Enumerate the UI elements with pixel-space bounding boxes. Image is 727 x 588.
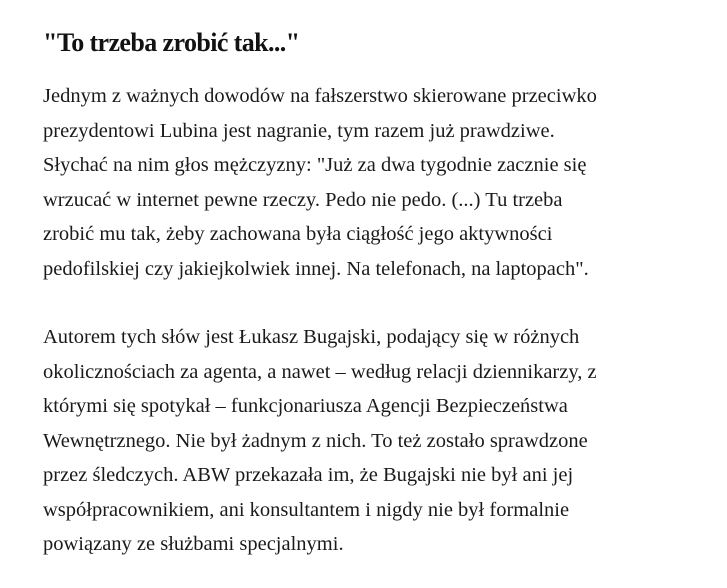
- paragraph-line: prezydentowi Lubina jest nagranie, tym razem już prawdziwe.: [43, 119, 555, 142]
- paragraph-line: Wewnętrznego. Nie był żadnym z nich. To też zostało sprawdzone: [43, 429, 588, 452]
- article-body: [43, 26, 703, 562]
- paragraph-line: powiązany ze służbami specjalnymi.: [43, 533, 344, 555]
- paragraph-line: pedofilskiej czy jakiejkolwiek innej. Na telefonach, na laptopach".: [43, 257, 589, 280]
- paragraph-line: przez śledczych. ABW przekazała im, że Bugajski nie był ani jej: [43, 464, 574, 486]
- paragraph-line: wrzucać w internet pewne rzeczy. Pedo nie pedo. (...) Tu trzeba: [43, 188, 563, 211]
- paragraph-line: zrobić mu tak, żeby zachowana była ciągłość jego aktywności: [43, 223, 553, 245]
- section-heading: "To trzeba zrobić tak...": [43, 28, 300, 57]
- paragraph-line: okolicznościach za agenta, a nawet – według relacji dziennikarzy, z: [43, 360, 597, 383]
- paragraph-1: [43, 79, 703, 286]
- paragraph-2: [43, 320, 703, 562]
- paragraph-line: Słychać na nim głos mężczyzny: "Już za dwa tygodnie zacznie się: [43, 154, 587, 176]
- paragraph-line: współpracownikiem, ani konsultantem i nigdy nie był formalnie: [43, 498, 570, 521]
- paragraph-line: którymi się spotykał – funkcjonariusza Agencji Bezpieczeństwa: [43, 395, 568, 417]
- paragraph-line: Jednym z ważnych dowodów na fałszerstwo skierowane przeciwko: [43, 85, 597, 107]
- paragraph-line: Autorem tych słów jest Łukasz Bugajski, podający się w różnych: [43, 326, 580, 348]
